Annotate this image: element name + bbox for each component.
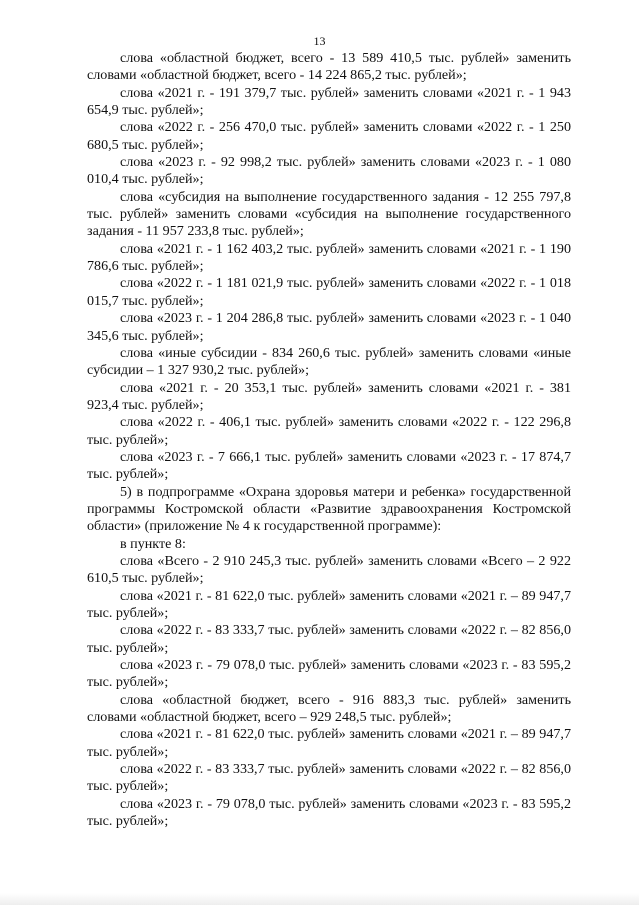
paragraph: слова «областной бюджет, всего - 13 589 410,5 тыс. рублей» заменить словами «областной бюджет, всего - 14 224 865,2 тыс. рублей»; <box>87 50 571 84</box>
paragraph: слова «2022 г. - 256 470,0 тыс. рублей» заменить словами «2022 г. - 1 250 680,5 тыс. рублей»; <box>87 119 571 153</box>
paragraph: слова «2023 г. - 92 998,2 тыс. рублей» заменить словами «2023 г. - 1 080 010,4 тыс. рублей»; <box>87 154 571 188</box>
paragraph: слова «областной бюджет, всего - 916 883,3 тыс. рублей» заменить словами «областной бюджет, всего – 929 248,5 тыс. рублей»; <box>87 691 571 726</box>
paragraph: слова «2021 г. - 191 379,7 тыс. рублей» заменить словами «2021 г. - 1 943 654,9 тыс. рублей»; <box>87 84 571 119</box>
paragraph: слова «2023 г. - 79 078,0 тыс. рублей» заменить словами «2023 г. - 83 595,2 тыс. рублей»; <box>87 795 571 830</box>
paragraph: слова «2022 г. - 83 333,7 тыс. рублей» заменить словами «2022 г. – 82 856,0 тыс. рублей»; <box>87 622 571 656</box>
paragraph: в пункте 8: <box>120 535 186 552</box>
paragraph: 5) в подпрограмме «Охрана здоровья матери и ребенка» государственной программы Костромской области «Развитие здравоохранения Костромской области» (приложение № 4 к государственной программе): <box>87 483 571 535</box>
paragraph: слова «2022 г. - 83 333,7 тыс. рублей» заменить словами «2022 г. – 82 856,0 тыс. рублей»; <box>87 761 571 795</box>
page-bottom-edge <box>0 893 639 905</box>
paragraph: слова «Всего - 2 910 245,3 тыс. рублей» заменить словами «Всего – 2 922 610,5 тыс. рублей»; <box>87 552 571 587</box>
paragraph: слова «2023 г. - 1 204 286,8 тыс. рублей» заменить словами «2023 г. - 1 040 345,6 тыс. рублей»; <box>87 310 571 344</box>
paragraph: слова «2021 г. - 81 622,0 тыс. рублей» заменить словами «2021 г. – 89 947,7 тыс. рублей»; <box>87 726 571 760</box>
page-number: 13 <box>313 34 326 48</box>
paragraph: слова «2021 г. - 20 353,1 тыс. рублей» заменить словами «2021 г. - 381 923,4 тыс. рублей»; <box>87 379 571 413</box>
paragraph: слова «субсидия на выполнение государственного задания - 12 255 797,8 тыс. рублей» заменить словами «субсидия на выполнение государственного задания - 11 957 233,8 тыс. рублей»; <box>87 188 571 240</box>
paragraph: слова «иные субсидии - 834 260,6 тыс. рублей» заменить словами «иные субсидии – 1 327 930,2 тыс. рублей»; <box>87 344 571 379</box>
document-body <box>87 50 571 830</box>
paragraph: слова «2023 г. - 79 078,0 тыс. рублей» заменить словами «2023 г. - 83 595,2 тыс. рублей»; <box>87 657 571 691</box>
paragraph: слова «2023 г. - 7 666,1 тыс. рублей» заменить словами «2023 г. - 17 874,7 тыс. рублей»; <box>87 448 571 483</box>
paragraph: слова «2021 г. - 81 622,0 тыс. рублей» заменить словами «2021 г. – 89 947,7 тыс. рублей»; <box>87 587 571 621</box>
paragraph: слова «2022 г. - 406,1 тыс. рублей» заменить словами «2022 г. - 122 296,8 тыс. рублей»; <box>87 414 571 448</box>
paragraph: слова «2022 г. - 1 181 021,9 тыс. рублей» заменить словами «2022 г. - 1 018 015,7 тыс. рублей»; <box>87 275 571 309</box>
paragraph: слова «2021 г. - 1 162 403,2 тыс. рублей» заменить словами «2021 г. - 1 190 786,6 тыс. рублей»; <box>87 240 571 275</box>
